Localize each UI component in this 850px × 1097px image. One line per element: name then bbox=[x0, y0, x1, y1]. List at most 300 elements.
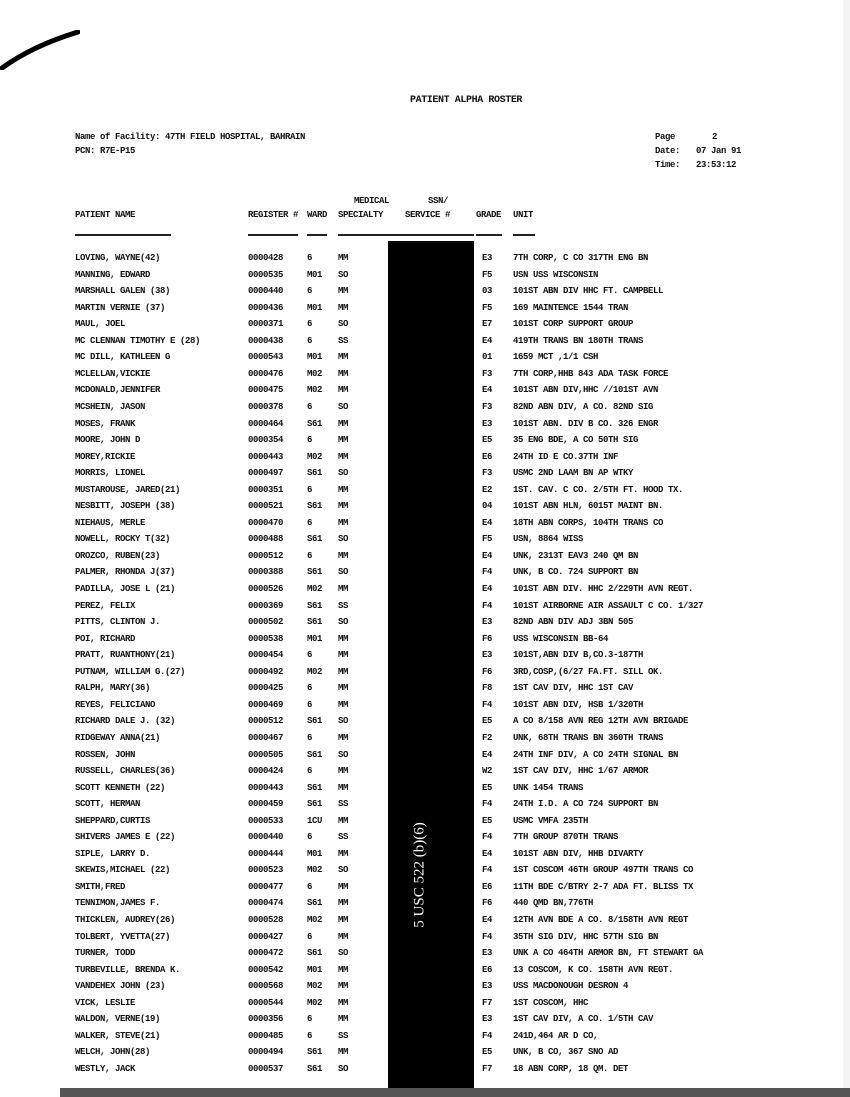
medical-specialty: MM bbox=[338, 848, 349, 859]
medical-specialty: MM bbox=[338, 815, 349, 826]
col-specialty-top: MEDICAL bbox=[354, 196, 390, 206]
ward: 6 bbox=[307, 335, 313, 346]
patient-name: PALMER, RHONDA J(37) bbox=[75, 567, 176, 578]
grade: F7 bbox=[482, 997, 493, 1008]
medical-specialty: SO bbox=[338, 716, 349, 727]
medical-specialty: SO bbox=[338, 319, 349, 330]
patient-name: MC DILL, KATHLEEN G bbox=[75, 352, 171, 363]
unit: 419TH TRANS BN 180TH TRANS bbox=[513, 335, 644, 346]
patient-name: REYES, FELICIANO bbox=[75, 699, 156, 710]
register-number: 0000454 bbox=[248, 650, 284, 661]
unit: 35 ENG BDE, A CO 50TH SIG bbox=[513, 435, 639, 446]
unit: UNK, B CO, 367 SNO AD bbox=[513, 1047, 619, 1058]
unit: 101ST ABN HLN, 6015T MAINT BN. bbox=[513, 501, 664, 512]
medical-specialty: MM bbox=[338, 418, 349, 429]
grade: E4 bbox=[482, 550, 493, 561]
grade: E3 bbox=[482, 418, 493, 429]
patient-name: TOLBERT, YVETTA(27) bbox=[75, 931, 171, 942]
register-number: 0000467 bbox=[248, 732, 284, 743]
ward: M02 bbox=[307, 368, 323, 379]
grade: 01 bbox=[482, 352, 493, 363]
ward: M02 bbox=[307, 981, 323, 992]
ward: 1CU bbox=[307, 815, 323, 826]
register-number: 0000488 bbox=[248, 534, 284, 545]
medical-specialty: MM bbox=[338, 782, 349, 793]
grade: F5 bbox=[482, 302, 493, 313]
ward: M01 bbox=[307, 269, 323, 280]
ward: M02 bbox=[307, 385, 323, 396]
register-number: 0000492 bbox=[248, 666, 284, 677]
grade: F4 bbox=[482, 699, 493, 710]
unit: 101ST ABN. DIV B CO. 326 ENGR bbox=[513, 418, 659, 429]
unit: 1ST COSCOM 46TH GROUP 497TH TRANS CO bbox=[513, 865, 694, 876]
date-label: Date: bbox=[655, 146, 681, 156]
patient-name: PITTS, CLINTON J. bbox=[75, 617, 161, 628]
patient-name: SIPLE, LARRY D. bbox=[75, 848, 151, 859]
register-number: 0000354 bbox=[248, 435, 284, 446]
grade: E4 bbox=[482, 517, 493, 528]
unit: 18 ABN CORP, 18 QM. DET bbox=[513, 1063, 629, 1074]
register-number: 0000502 bbox=[248, 617, 284, 628]
grade: F6 bbox=[482, 666, 493, 677]
register-number: 0000371 bbox=[248, 319, 284, 330]
patient-name: MC CLENNAN TIMOTHY E (28) bbox=[75, 335, 201, 346]
ward: 6 bbox=[307, 699, 313, 710]
patient-name: WALKER, STEVE(21) bbox=[75, 1030, 161, 1041]
register-number: 0000438 bbox=[248, 335, 284, 346]
ward: M02 bbox=[307, 666, 323, 677]
medical-specialty: MM bbox=[338, 501, 349, 512]
medical-specialty: MM bbox=[338, 435, 349, 446]
medical-specialty: SO bbox=[338, 749, 349, 760]
ward: 6 bbox=[307, 732, 313, 743]
patient-name: WELCH, JOHN(28) bbox=[75, 1047, 151, 1058]
ward: 6 bbox=[307, 766, 313, 777]
grade: E3 bbox=[482, 650, 493, 661]
ward: 6 bbox=[307, 401, 313, 412]
header-underline bbox=[513, 234, 535, 236]
ward: S61 bbox=[307, 799, 323, 810]
unit: USMC VMFA 235TH bbox=[513, 815, 589, 826]
ward: 6 bbox=[307, 435, 313, 446]
medical-specialty: SS bbox=[338, 832, 349, 843]
register-number: 0000538 bbox=[248, 633, 284, 644]
patient-name: ROSSEN, JOHN bbox=[75, 749, 136, 760]
ward: S61 bbox=[307, 501, 323, 512]
register-number: 0000512 bbox=[248, 550, 284, 561]
unit: 24TH INF DIV, A CO 24TH SIGNAL BN bbox=[513, 749, 679, 760]
ward: 6 bbox=[307, 286, 313, 297]
register-number: 0000440 bbox=[248, 832, 284, 843]
document-title: PATIENT ALPHA ROSTER bbox=[410, 95, 523, 106]
grade: E6 bbox=[482, 881, 493, 892]
medical-specialty: MM bbox=[338, 699, 349, 710]
patient-name: RUSSELL, CHARLES(36) bbox=[75, 766, 176, 777]
unit: 12TH AVN BDE A CO. 8/158TH AVN REGT bbox=[513, 915, 689, 925]
patient-name: MCLELLAN,VICKIE bbox=[75, 368, 151, 379]
facility-label: Name of Facility: bbox=[75, 132, 161, 142]
facility-value: 47TH FIELD HOSPITAL, BAHRAIN bbox=[165, 132, 306, 142]
ward: 6 bbox=[307, 881, 313, 892]
register-number: 0000472 bbox=[248, 948, 284, 959]
patient-name: MARSHALL GALEN (38) bbox=[75, 286, 171, 297]
medical-specialty: MM bbox=[338, 997, 349, 1008]
patient-name: MANNING, EDWARD bbox=[75, 269, 151, 280]
col-unit: UNIT bbox=[513, 210, 534, 220]
register-number: 0000351 bbox=[248, 484, 284, 495]
unit: 101ST ABN DIV HHC FT. CAMPBELL bbox=[513, 286, 664, 297]
patient-name: PUTNAM, WILLIAM G.(27) bbox=[75, 666, 186, 677]
register-number: 0000544 bbox=[248, 997, 284, 1008]
unit: 11TH BDE C/BTRY 2-7 ADA FT. BLISS TX bbox=[513, 881, 694, 892]
unit: 101ST AIRBORNE AIR ASSAULT C CO. 1/327 bbox=[513, 600, 704, 611]
medical-specialty: MM bbox=[338, 915, 349, 925]
unit: UNK, B CO. 724 SUPPORT BN bbox=[513, 567, 639, 578]
register-number: 0000428 bbox=[248, 253, 284, 263]
register-number: 0000424 bbox=[248, 766, 284, 777]
medical-specialty: MM bbox=[338, 683, 349, 694]
date-line bbox=[655, 146, 741, 156]
medical-specialty: MM bbox=[338, 898, 349, 909]
pcn-label: PCN: bbox=[75, 146, 96, 156]
unit: USS MACDONOUGH DESRON 4 bbox=[513, 981, 629, 992]
ward: M01 bbox=[307, 352, 323, 363]
medical-specialty: SS bbox=[338, 799, 349, 810]
register-number: 0000537 bbox=[248, 1063, 284, 1074]
register-number: 0000521 bbox=[248, 501, 284, 512]
patient-name: NOWELL, ROCKY T(32) bbox=[75, 534, 171, 545]
register-number: 0000436 bbox=[248, 302, 284, 313]
grade: W2 bbox=[482, 766, 493, 777]
medical-specialty: MM bbox=[338, 352, 349, 363]
ward: 6 bbox=[307, 550, 313, 561]
medical-specialty: MM bbox=[338, 732, 349, 743]
ward: 6 bbox=[307, 1030, 313, 1041]
medical-specialty: MM bbox=[338, 1014, 349, 1025]
register-number: 0000475 bbox=[248, 385, 284, 396]
unit: 1ST COSCOM, HHC bbox=[513, 997, 589, 1008]
patient-name: SCOTT KENNETH (22) bbox=[75, 782, 166, 793]
patient-name: MCSHEIN, JASON bbox=[75, 401, 146, 412]
patient-name: THICKLEN, AUDREY(26) bbox=[75, 915, 176, 925]
ward: M02 bbox=[307, 865, 323, 876]
ward: M02 bbox=[307, 584, 323, 594]
patient-name: MOREY,RICKIE bbox=[75, 451, 136, 462]
patient-name: VANDEHEX JOHN (23) bbox=[75, 981, 166, 992]
grade: F5 bbox=[482, 534, 493, 545]
header-underline bbox=[307, 234, 327, 236]
col-register: REGISTER # bbox=[248, 210, 299, 220]
col-grade: GRADE bbox=[476, 210, 502, 220]
medical-specialty: SO bbox=[338, 567, 349, 578]
page-line bbox=[655, 132, 717, 142]
grade: E7 bbox=[482, 319, 493, 330]
date-value: 07 Jan 91 bbox=[696, 146, 742, 156]
patient-name: MOSES, FRANK bbox=[75, 418, 136, 429]
grade: E4 bbox=[482, 385, 493, 396]
ward: M01 bbox=[307, 633, 323, 644]
grade: F5 bbox=[482, 269, 493, 280]
patient-name: PEREZ, FELIX bbox=[75, 600, 136, 611]
unit: UNK 1454 TRANS bbox=[513, 782, 584, 793]
page-label: Page bbox=[655, 132, 676, 142]
register-number: 0000443 bbox=[248, 451, 284, 462]
medical-specialty: MM bbox=[338, 517, 349, 528]
patient-name: SKEWIS,MICHAEL (22) bbox=[75, 865, 171, 876]
unit: 101ST CORP SUPPORT GROUP bbox=[513, 319, 634, 330]
medical-specialty: MM bbox=[338, 964, 349, 975]
register-number: 0000543 bbox=[248, 352, 284, 363]
ward: 6 bbox=[307, 931, 313, 942]
unit: USN USS WISCONSIN bbox=[513, 269, 599, 280]
medical-specialty: SO bbox=[338, 948, 349, 959]
unit: 101ST ABN DIV,HHC //101ST AVN bbox=[513, 385, 659, 396]
grade: F6 bbox=[482, 633, 493, 644]
medical-specialty: MM bbox=[338, 1047, 349, 1058]
register-number: 0000356 bbox=[248, 1014, 284, 1025]
grade: F6 bbox=[482, 898, 493, 909]
grade: E3 bbox=[482, 253, 493, 263]
ward: 6 bbox=[307, 1014, 313, 1025]
medical-specialty: MM bbox=[338, 881, 349, 892]
grade: E4 bbox=[482, 335, 493, 346]
grade: E3 bbox=[482, 981, 493, 992]
grade: E4 bbox=[482, 848, 493, 859]
ward: 6 bbox=[307, 683, 313, 694]
ward: M02 bbox=[307, 997, 323, 1008]
register-number: 0000425 bbox=[248, 683, 284, 694]
unit: 1ST. CAV. C CO. 2/5TH FT. HOOD TX. bbox=[513, 484, 684, 495]
medical-specialty: SS bbox=[338, 335, 349, 346]
unit: 1ST CAV DIV, HHC 1ST CAV bbox=[513, 683, 634, 694]
unit: 3RD,COSP,(6/27 FA.FT. SILL OK. bbox=[513, 666, 664, 677]
unit: 35TH SIG DIV, HHC 57TH SIG BN bbox=[513, 931, 659, 942]
unit: 18TH ABN CORPS, 104TH TRANS CO bbox=[513, 517, 664, 528]
grade: E6 bbox=[482, 451, 493, 462]
ward: S61 bbox=[307, 534, 323, 545]
medical-specialty: MM bbox=[338, 766, 349, 777]
redaction-block bbox=[388, 241, 474, 1097]
patient-name: RIDGEWAY ANNA(21) bbox=[75, 732, 161, 743]
grade: F4 bbox=[482, 865, 493, 876]
patient-name: POI, RICHARD bbox=[75, 633, 136, 644]
register-number: 0000476 bbox=[248, 368, 284, 379]
register-number: 0000535 bbox=[248, 269, 284, 280]
patient-name: SHEPPARD,CURTIS bbox=[75, 815, 151, 826]
col-service: SERVICE # bbox=[405, 210, 451, 220]
grade: E5 bbox=[482, 435, 493, 446]
medical-specialty: MM bbox=[338, 286, 349, 297]
header-underline bbox=[476, 234, 502, 236]
register-number: 0000505 bbox=[248, 749, 284, 760]
medical-specialty: SO bbox=[338, 617, 349, 628]
grade: E4 bbox=[482, 584, 493, 594]
unit: 101ST ABN DIV. HHC 2/229TH AVN REGT. bbox=[513, 584, 694, 594]
medical-specialty: SS bbox=[338, 600, 349, 611]
grade: E5 bbox=[482, 716, 493, 727]
col-specialty: SPECIALTY bbox=[338, 210, 384, 220]
header-underline bbox=[75, 234, 171, 236]
unit: 7TH GROUP 870TH TRANS bbox=[513, 832, 619, 843]
grade: F4 bbox=[482, 600, 493, 611]
unit: A CO 8/158 AVN REG 12TH AVN BRIGADE bbox=[513, 716, 689, 727]
ward: S61 bbox=[307, 1063, 323, 1074]
patient-name: SHIVERS JAMES E (22) bbox=[75, 832, 176, 843]
grade: E3 bbox=[482, 1014, 493, 1025]
unit: 101ST,ABN DIV B,CO.3-187TH bbox=[513, 650, 644, 661]
patient-name: VICK, LESLIE bbox=[75, 997, 136, 1008]
time-line bbox=[655, 160, 736, 170]
patient-name: SMITH,FRED bbox=[75, 881, 126, 892]
unit: USS WISCONSIN BB-64 bbox=[513, 633, 609, 644]
unit: 13 COSCOM, K CO. 158TH AVN REGT. bbox=[513, 964, 674, 975]
unit: 101ST ABN DIV, HSB 1/320TH bbox=[513, 699, 644, 710]
patient-name: RICHARD DALE J. (32) bbox=[75, 716, 176, 727]
grade: E5 bbox=[482, 815, 493, 826]
col-service-top: SSN/ bbox=[428, 196, 449, 206]
ward: S61 bbox=[307, 898, 323, 909]
ward: M02 bbox=[307, 915, 323, 925]
patient-name: MORRIS, LIONEL bbox=[75, 468, 146, 479]
grade: E3 bbox=[482, 948, 493, 959]
grade: E6 bbox=[482, 964, 493, 975]
medical-specialty: MM bbox=[338, 666, 349, 677]
medical-specialty: MM bbox=[338, 451, 349, 462]
medical-specialty: MM bbox=[338, 633, 349, 644]
ward: S61 bbox=[307, 418, 323, 429]
register-number: 0000477 bbox=[248, 881, 284, 892]
patient-name: TENNIMON,JAMES F. bbox=[75, 898, 161, 909]
unit: 1659 MCT ,1/1 CSH bbox=[513, 352, 599, 363]
register-number: 0000497 bbox=[248, 468, 284, 479]
unit: 82ND ABN DIV, A CO. 82ND SIG bbox=[513, 401, 654, 412]
register-number: 0000444 bbox=[248, 848, 284, 859]
grade: E4 bbox=[482, 915, 493, 925]
register-number: 0000494 bbox=[248, 1047, 284, 1058]
header-underline bbox=[248, 234, 298, 236]
ward: S61 bbox=[307, 1047, 323, 1058]
unit: USN, 8864 WISS bbox=[513, 534, 584, 545]
ward: S61 bbox=[307, 468, 323, 479]
register-number: 0000474 bbox=[248, 898, 284, 909]
pcn-value: R7E-P15 bbox=[100, 146, 136, 156]
patient-name: MAUL, JOEL bbox=[75, 319, 126, 330]
grade: F4 bbox=[482, 832, 493, 843]
grade: F3 bbox=[482, 468, 493, 479]
ward: S61 bbox=[307, 617, 323, 628]
patient-name: MOORE, JOHN D bbox=[75, 435, 141, 446]
patient-name: PRATT, RUANTHONY(21) bbox=[75, 650, 176, 661]
grade: F3 bbox=[482, 401, 493, 412]
patient-name: WESTLY, JACK bbox=[75, 1063, 136, 1074]
unit: UNK, 2313T EAV3 240 QM BN bbox=[513, 550, 639, 561]
unit: 1ST CAV DIV, HHC 1/67 ARMOR bbox=[513, 766, 649, 777]
patient-name: TURBEVILLE, BRENDA K. bbox=[75, 964, 181, 975]
patient-name: SCOTT, HERMAN bbox=[75, 799, 141, 810]
medical-specialty: SO bbox=[338, 269, 349, 280]
unit: UNK, 68TH TRANS BN 360TH TRANS bbox=[513, 732, 664, 743]
medical-specialty: SO bbox=[338, 1063, 349, 1074]
patient-name: WALDON, VERNE(19) bbox=[75, 1014, 161, 1025]
grade: F4 bbox=[482, 931, 493, 942]
ward: M01 bbox=[307, 964, 323, 975]
header-underline bbox=[338, 234, 474, 236]
register-number: 0000427 bbox=[248, 931, 284, 942]
grade: E5 bbox=[482, 1047, 493, 1058]
patient-name: MUSTAROUSE, JARED(21) bbox=[75, 484, 181, 495]
medical-specialty: MM bbox=[338, 484, 349, 495]
patient-name: NESBITT, JOSEPH (38) bbox=[75, 501, 176, 512]
grade: 03 bbox=[482, 286, 493, 297]
patient-name: RALPH, MARY(36) bbox=[75, 683, 151, 694]
page-value: 2 bbox=[712, 132, 718, 142]
medical-specialty: MM bbox=[338, 931, 349, 942]
ward: 6 bbox=[307, 832, 313, 843]
medical-specialty: MM bbox=[338, 385, 349, 396]
medical-specialty: SS bbox=[338, 1030, 349, 1041]
col-patient-name: PATIENT NAME bbox=[75, 210, 136, 220]
grade: F2 bbox=[482, 732, 493, 743]
ward: 6 bbox=[307, 319, 313, 330]
ward: 6 bbox=[307, 650, 313, 661]
register-number: 0000533 bbox=[248, 815, 284, 826]
unit: UNK A CO 464TH ARMOR BN, FT STEWART GA bbox=[513, 948, 704, 959]
ward: S61 bbox=[307, 782, 323, 793]
register-number: 0000459 bbox=[248, 799, 284, 810]
ward: S61 bbox=[307, 567, 323, 578]
patient-name: TURNER, TODD bbox=[75, 948, 136, 959]
patient-name: MCDONALD,JENNIFER bbox=[75, 385, 161, 396]
register-number: 0000378 bbox=[248, 401, 284, 412]
ward: S61 bbox=[307, 948, 323, 959]
register-number: 0000440 bbox=[248, 286, 284, 297]
ward: 6 bbox=[307, 484, 313, 495]
medical-specialty: MM bbox=[338, 584, 349, 594]
col-ward: WARD bbox=[307, 210, 328, 220]
grade: E3 bbox=[482, 617, 493, 628]
unit: USMC 2ND LAAM BN AP WTKY bbox=[513, 468, 634, 479]
medical-specialty: SO bbox=[338, 534, 349, 545]
grade: F4 bbox=[482, 799, 493, 810]
grade: E2 bbox=[482, 484, 493, 495]
scan-bottom-edge bbox=[60, 1088, 850, 1097]
medical-specialty: SO bbox=[338, 865, 349, 876]
ward: M01 bbox=[307, 302, 323, 313]
time-value: 23:53:12 bbox=[696, 160, 737, 170]
medical-specialty: SO bbox=[338, 401, 349, 412]
register-number: 0000485 bbox=[248, 1030, 284, 1041]
ward: S61 bbox=[307, 749, 323, 760]
patient-name: PADILLA, JOSE L (21) bbox=[75, 584, 176, 594]
grade: F3 bbox=[482, 368, 493, 379]
register-number: 0000470 bbox=[248, 517, 284, 528]
register-number: 0000526 bbox=[248, 584, 284, 594]
pcn-line bbox=[75, 146, 135, 156]
ward: M01 bbox=[307, 848, 323, 859]
unit: 82ND ABN DIV ADJ 3BN 505 bbox=[513, 617, 634, 628]
unit: 7TH CORP,HHB 843 ADA TASK FORCE bbox=[513, 368, 669, 379]
register-number: 0000512 bbox=[248, 716, 284, 727]
patient-name: NIEHAUS, MERLE bbox=[75, 517, 146, 528]
unit: 7TH CORP, C CO 317TH ENG BN bbox=[513, 253, 649, 263]
grade: F8 bbox=[482, 683, 493, 694]
ward: S61 bbox=[307, 716, 323, 727]
ward: S61 bbox=[307, 600, 323, 611]
unit: 1ST CAV DIV, A CO. 1/5TH CAV bbox=[513, 1014, 654, 1025]
medical-specialty: SO bbox=[338, 468, 349, 479]
patient-name: LOVING, WAYNE(42) bbox=[75, 253, 161, 263]
grade: F7 bbox=[482, 1063, 493, 1074]
